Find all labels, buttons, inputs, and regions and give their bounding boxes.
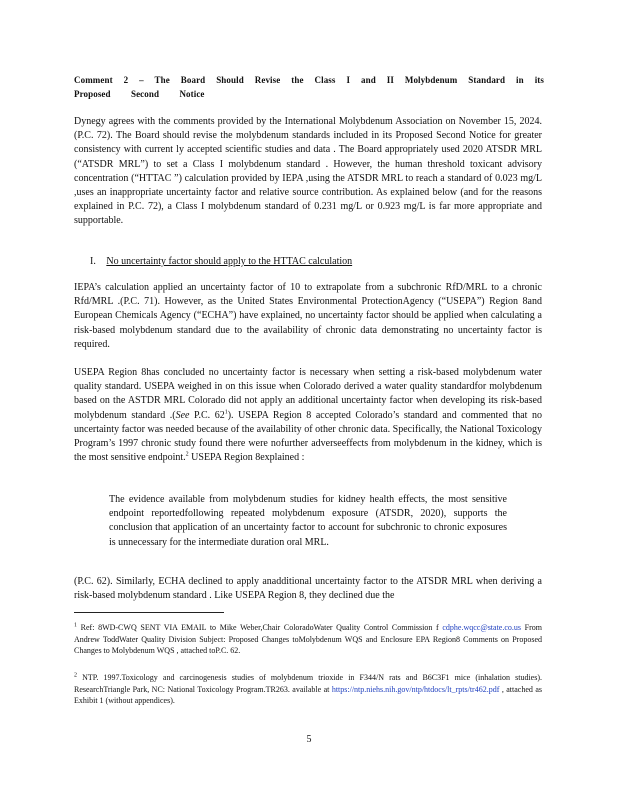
footnote-2-text-b: , attached as Exhibit 1 (without appendices). <box>74 684 543 705</box>
para3-text-d: USEPA Region 8explained : <box>188 452 305 464</box>
footnote-1-text-a: Ref: 8WD-CWQ SENT VIA EMAIL to Mike Weber,Chair ColoradoWater Quality Control Commission f <box>77 623 443 632</box>
footnote-1-mark: 1 <box>74 622 77 629</box>
footnote-divider <box>74 612 224 613</box>
footnote-2-url-link[interactable]: https://ntp.niehs.nih.gov/ntp/htdocs/lt_rpts/tr462.pdf <box>331 684 500 694</box>
footnote-1-text-b: From Andrew ToddWater Quality Division Subject: Proposed Changes toMolybdenum WQS and Enclosure EPA Region8 Comments on Proposed Changes to Molybdenum WQS , attached toP.C. 62. <box>74 623 542 655</box>
paragraph-usepa-region-8 <box>74 366 542 465</box>
paragraph-iepa-calculation: IEPA’s calculation applied an uncertainty factor of 10 to extrapolate from a subchronic RfD/MRL to a chronic Rfd/MRL .(P.C. 71). However, as the United States Environmental ProtectionAgency (“USEPA”) Region 8and European Chemicals Agency (“ECHA”) have explained, no uncertainty factor should be applied when calculating a risk-based molybdenum standard due to the availability of chronic data demonstrating no uncertainty factor is required. <box>74 282 542 350</box>
section-title: No uncertainty factor should apply to the HTTAC calculation <box>106 256 353 267</box>
page-number: 5 <box>306 734 312 745</box>
paragraph-echa: (P.C. 62). Similarly, ECHA declined to apply anadditional uncertainty factor to the ATSDR MRL when deriving a risk-based molybdenum standard . Like USEPA Region 8, they declined due the <box>74 576 542 602</box>
see-signal: See <box>175 409 190 421</box>
footnote-2-text-a: NTP. 1997.Toxicology and carcinogenesis studies of molybdenum trioxide in F344/N rats and B6C3F1 mice (inhalation studies). ResearchTriangle Park, NC: National Toxicology Program.TR263. available at <box>74 673 542 694</box>
block-quote: The evidence available from molybdenum studies for kidney health effects, the most sensitive endpoint reportedfollowing repeated molybdenum exposure (ATSDR, 2020), supports the conclusion that application of an uncertainty factor to account for subchronic to chronic exposures is unnecessary for the intermediate duration oral MRL. <box>109 494 507 548</box>
footnote-1-email-link[interactable]: cdphe.wqcc@state.co.us <box>442 623 522 632</box>
footnote-2-mark: 2 <box>74 672 77 679</box>
section-number: I. <box>90 256 96 267</box>
paragraph-dynegy-agrees: Dynegy agrees with the comments provided by the International Molybdenum Association on November 15, 2024. (P.C. 72). The Board should revise the molybdenum standards included in its Proposed Second Notice for greater consistency with current ly accepted scientific studies and data . The Board appropriately used 2020 ATSDR MRL (“ATSDR MRL”) to set a Class I molybdenum standard . However, the human threshold toxicant advisory concentration (“HTTAC ”) calculation provided by IEPA ,using the ATSDR MRL to reach a standard of 0.023 mg/L ,uses an inappropriate uncertainty factor and relative source contribution. As explained below (and for the reasons explained in P.C. 72), a Class I molybdenum standard of 0.231 mg/L or 0.923 mg/L is far more appropriate and supportable. <box>74 116 542 227</box>
footnote-ref-2[interactable]: 2 <box>185 451 189 458</box>
footnote-2 <box>74 672 542 707</box>
para3-text-a: USEPA Region 8has concluded no uncertainty factor is necessary when setting a risk-based molybdenum water quality standard. USEPA weighed in on this issue when Colorado derived a water quality standardfor molybdenum based on the ASTDR MRL Colorado did not apply an additional uncertainty factor when developing its risk-based molybdenum standard .( <box>74 367 542 421</box>
para3-text-c: ). USEPA Region 8 accepted Colorado’s standard and commented that no uncertainty factor was needed because of the availability of other chronic data. Specifically, the National Toxicology Program’s 1997 chronic study found there were nofurther adverseeffects from molybdenum in the kidney, which is the most sensitive endpoint. <box>74 409 542 464</box>
section-heading <box>90 255 352 269</box>
para3-text-b: P.C. 62 <box>189 409 225 421</box>
footnote-ref-1[interactable]: 1 <box>224 409 228 416</box>
footnote-1 <box>74 622 542 657</box>
comment-heading-line-1: Comment 2 – The Board Should Revise the Class I and II Molybdenum Standard in its <box>74 75 544 85</box>
comment-heading-line-2: Proposed Second Notice <box>74 89 205 99</box>
